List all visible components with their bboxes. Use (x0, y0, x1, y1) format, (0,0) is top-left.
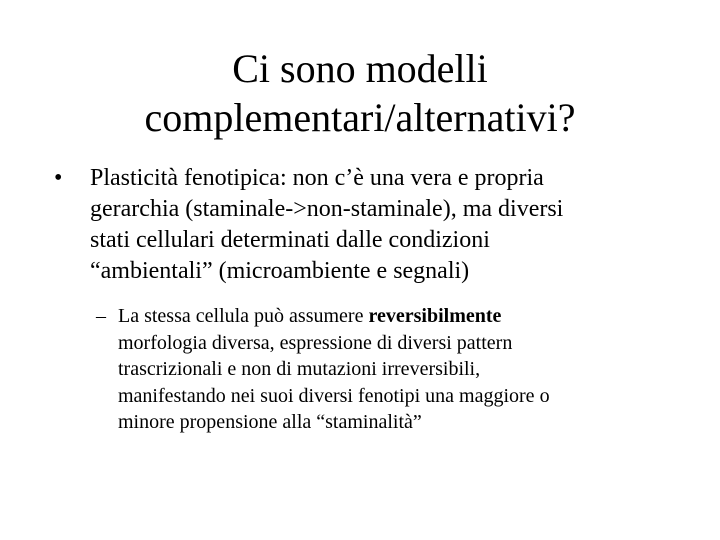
sub-bullet-line-4: manifestando nei suoi diversi fenotipi una maggiore o (118, 384, 550, 407)
bullet-line-3: stati cellulari determinati dalle condizioni (90, 227, 490, 253)
sub-bullet-prefix: La stessa cellula può assumere (118, 305, 369, 327)
title-line-2: complementari/alternativi? (144, 95, 576, 140)
bullet-text (90, 163, 664, 287)
sub-bullet-line-2: morfologia diversa, espressione di diversi pattern (118, 331, 513, 354)
sub-bullet-line-5: minore propensione alla “staminalità” (118, 411, 422, 433)
bullet-line-4: “ambientali” (microambiente e segnali) (90, 258, 470, 284)
sub-bullet-line-3: trascrizionali e non di mutazioni irreversibili, (118, 358, 481, 380)
bullet-item (54, 163, 664, 287)
bullet-marker: • (54, 165, 63, 191)
sub-bullet-emphasis: reversibilmente (368, 305, 502, 327)
title-line-1: Ci sono modelli (232, 46, 488, 91)
sub-bullet-text (118, 303, 656, 436)
sub-bullet-line-1 (118, 303, 656, 330)
sub-bullet-item (96, 303, 656, 436)
bullet-line-1: Plasticità fenotipica: non c’è una vera e propria (90, 165, 544, 191)
sub-bullet-marker: – (96, 305, 106, 327)
bullet-line-2: gerarchia (staminale->non-staminale), ma diversi (90, 196, 564, 222)
slide-title (60, 44, 660, 142)
